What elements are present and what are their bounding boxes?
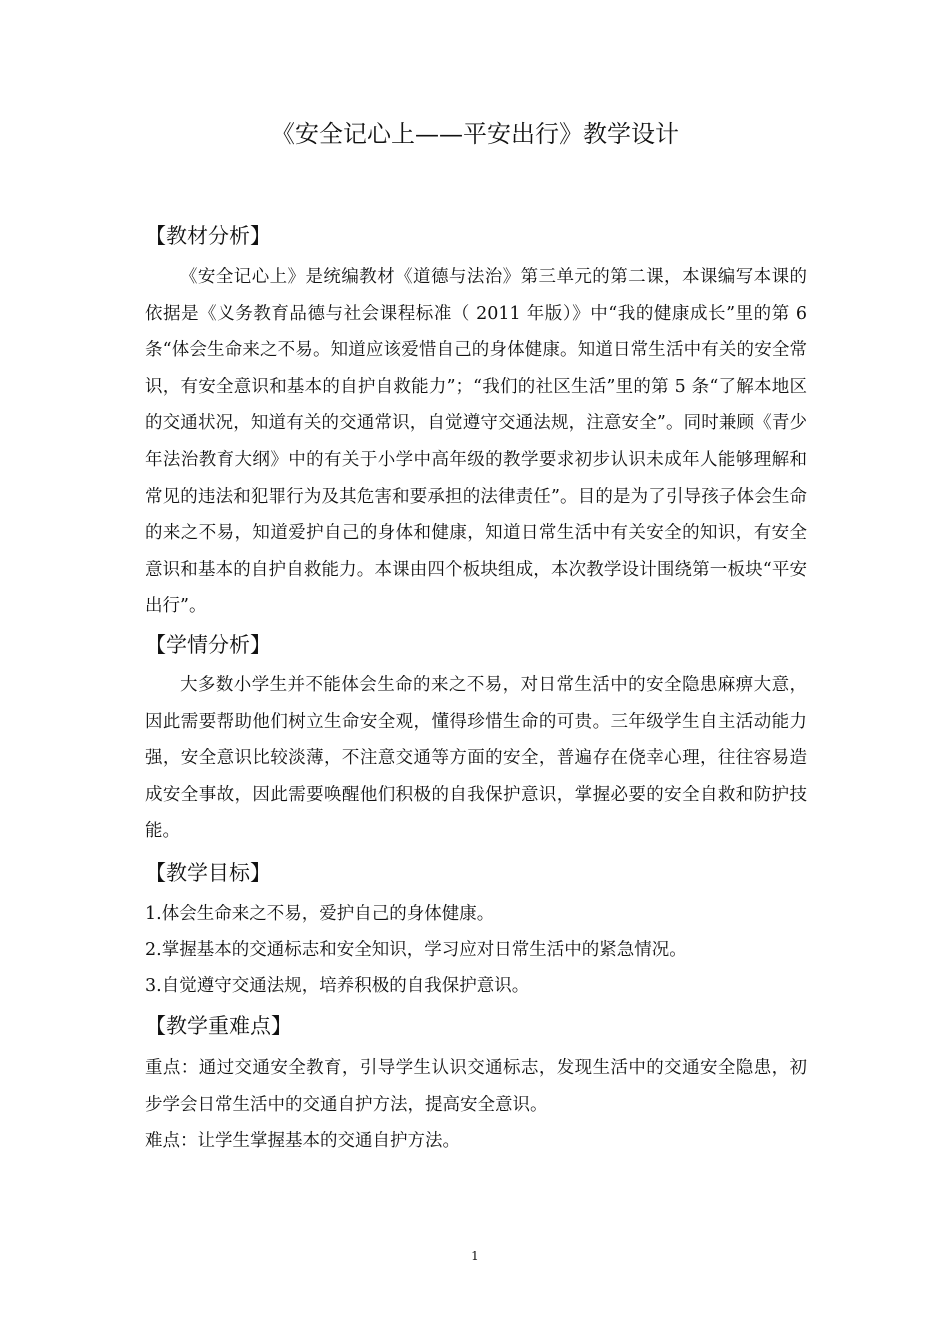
students-paragraph: 大多数小学生并不能体会生命的来之不易，对日常生活中的安全隐患麻痹大意，因此需要帮助他们树立生命安全观，懂得珍惜生命的可贵。三年级学生自主活动能力强，安全意识比较淡薄，不注意交通等方面的安全，普遍存在侥幸心理，往往容易造成安全事故，因此需要唤醒他们积极的自我保护意识，掌握必要的安全自救和防护技能。 bbox=[145, 674, 807, 842]
key-point-focus: 重点：通过交通安全教育，引导学生认识交通标志，发现生活中的交通安全隐患，初步学会日常生活中的交通自护方法，提高安全意识。 bbox=[145, 1057, 807, 1115]
page-number: 1 bbox=[471, 1249, 479, 1263]
goal-item-3: 3.自觉遵守交通法规，培养积极的自我保护意识。 bbox=[145, 975, 530, 996]
key-point-difficulty: 难点：让学生掌握基本的交通自护方法。 bbox=[145, 1131, 460, 1152]
document-body bbox=[145, 218, 807, 1159]
section-heading-goals: 【教学目标】 bbox=[145, 860, 271, 885]
section-heading-materials: 【教材分析】 bbox=[145, 224, 271, 248]
document-title: 《安全记心上——平安出行》教学设计 bbox=[271, 120, 679, 148]
section-heading-students: 【学情分析】 bbox=[145, 632, 271, 657]
materials-paragraph: 《安全记心上》是统编教材《道德与法治》第三单元的第二课，本课编写本课的依据是《义务教育品德与社会课程标准（ 2011 年版）》中“我的健康成长”里的第 6 条“体会生命来之不易。知道应该爱惜自己的身体健康。知道日常生活中有关的安全常识，有安全意识和基本的自护自救能力”；“我们的社区生活”里的第 5 条“了解本地区的交通状况，知道有关的交通常识，自觉遵守交通法规，注意安全”。同时兼顾《青少年法治教育大纲》中的有关于小学中高年级的教学要求初步认识未成年人能够理解和常见的违法和犯罪行为及其危害和要承担的法律责任”。目的是为了引导孩子体会生命的来之不易，知道爱护自己的身体和健康，知道日常生活中有关安全的知识，有安全意识和基本的自护自救能力。本课由四个板块组成，本次教学设计围绕第一板块“平安出行”。 bbox=[145, 267, 807, 617]
section-heading-key-points: 【教学重难点】 bbox=[145, 1013, 292, 1038]
goal-item-2: 2.掌握基本的交通标志和安全知识，学习应对日常生活中的紧急情况。 bbox=[145, 939, 687, 960]
goal-item-1: 1.体会生命来之不易，爱护自己的身体健康。 bbox=[145, 903, 495, 924]
